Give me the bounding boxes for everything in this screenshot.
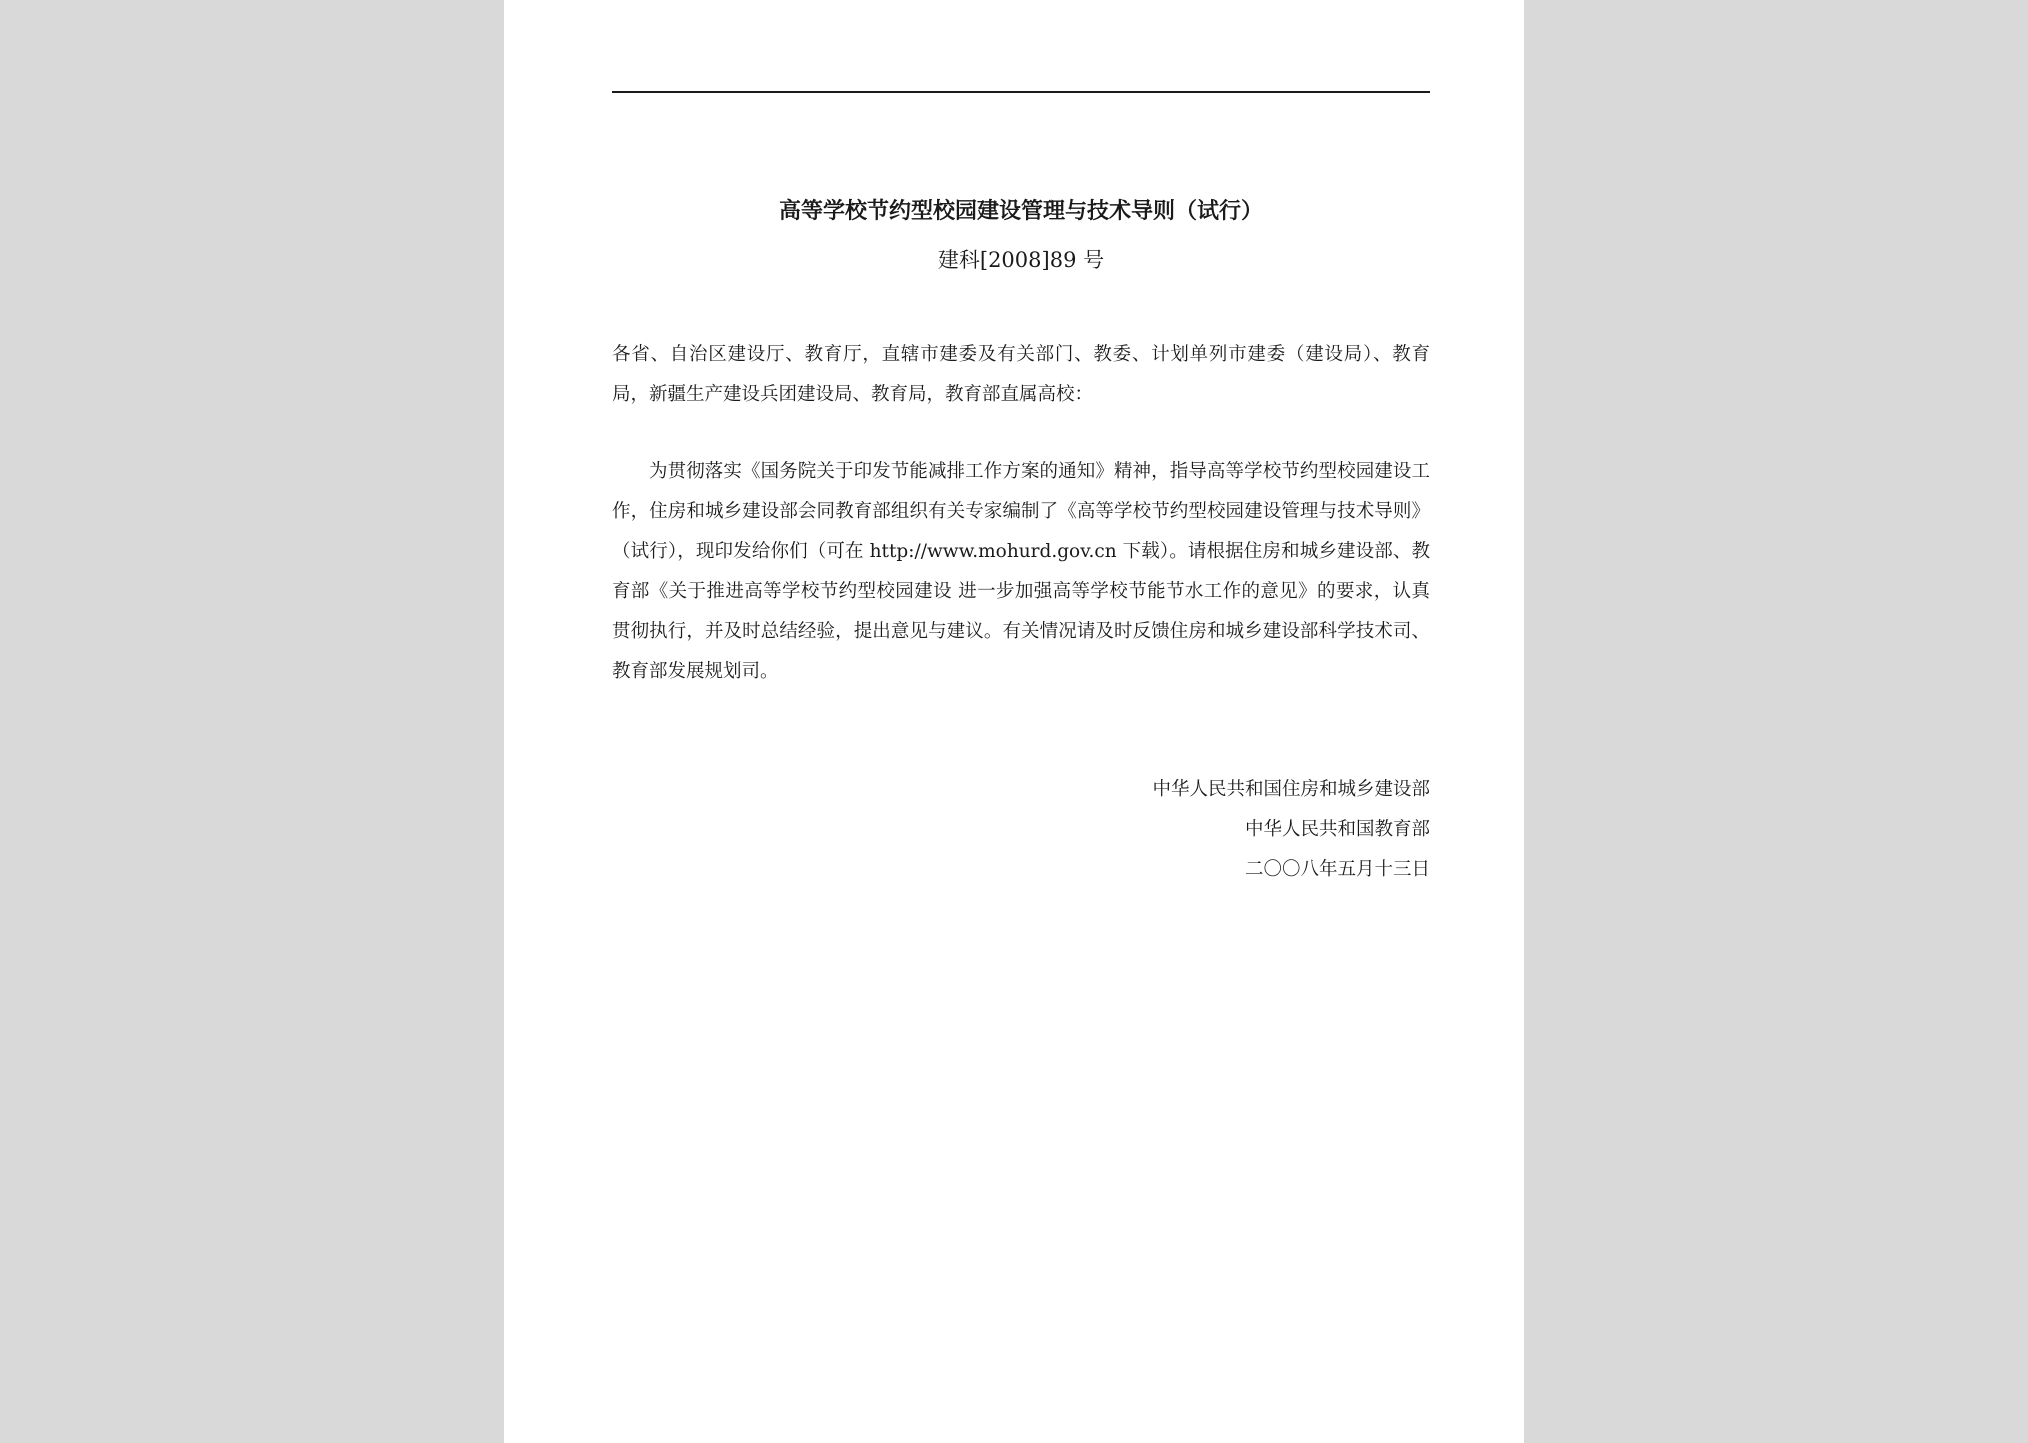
issuer-ministry-education: 中华人民共和国教育部 (1244, 819, 1430, 840)
issuer-ministry-housing: 中华人民共和国住房和城乡建设部 (1152, 779, 1430, 800)
issue-date: 二〇〇八年五月十三日 (1244, 859, 1430, 880)
addressee-paragraph: 各省、自治区建设厅、教育厅，直辖市建委及有关部门、教委、计划单列市建委（建设局）、教育局，新疆生产建设兵团建设局、教育局，教育部直属高校： (612, 344, 1430, 405)
document-number: 建科[2008]89 号 (937, 248, 1105, 272)
signature-block (612, 770, 1430, 890)
body-paragraph: 为贯彻落实《国务院关于印发节能减排工作方案的通知》精神，指导高等学校节约型校园建设工作，住房和城乡建设部会同教育部组织有关专家编制了《高等学校节约型校园建设管理与技术导则》（试行），现印发给你们（可在 http://www.mohurd.gov.cn 下载）。请根据住房和城乡建设部、教育部《关于推进高等学校节约型校园建设 进一步加强高等学校节能节水工作的意见》的要求，认真贯彻执行，并及时总结经验，提出意见与建议。有关情况请及时反馈住房和城乡建设部科学技术司、教育部发展规划司。 (612, 461, 1430, 682)
document-page (504, 0, 1524, 1443)
document-title: 高等学校节约型校园建设管理与技术导则（试行） (778, 198, 1263, 224)
header-rule (612, 91, 1430, 93)
